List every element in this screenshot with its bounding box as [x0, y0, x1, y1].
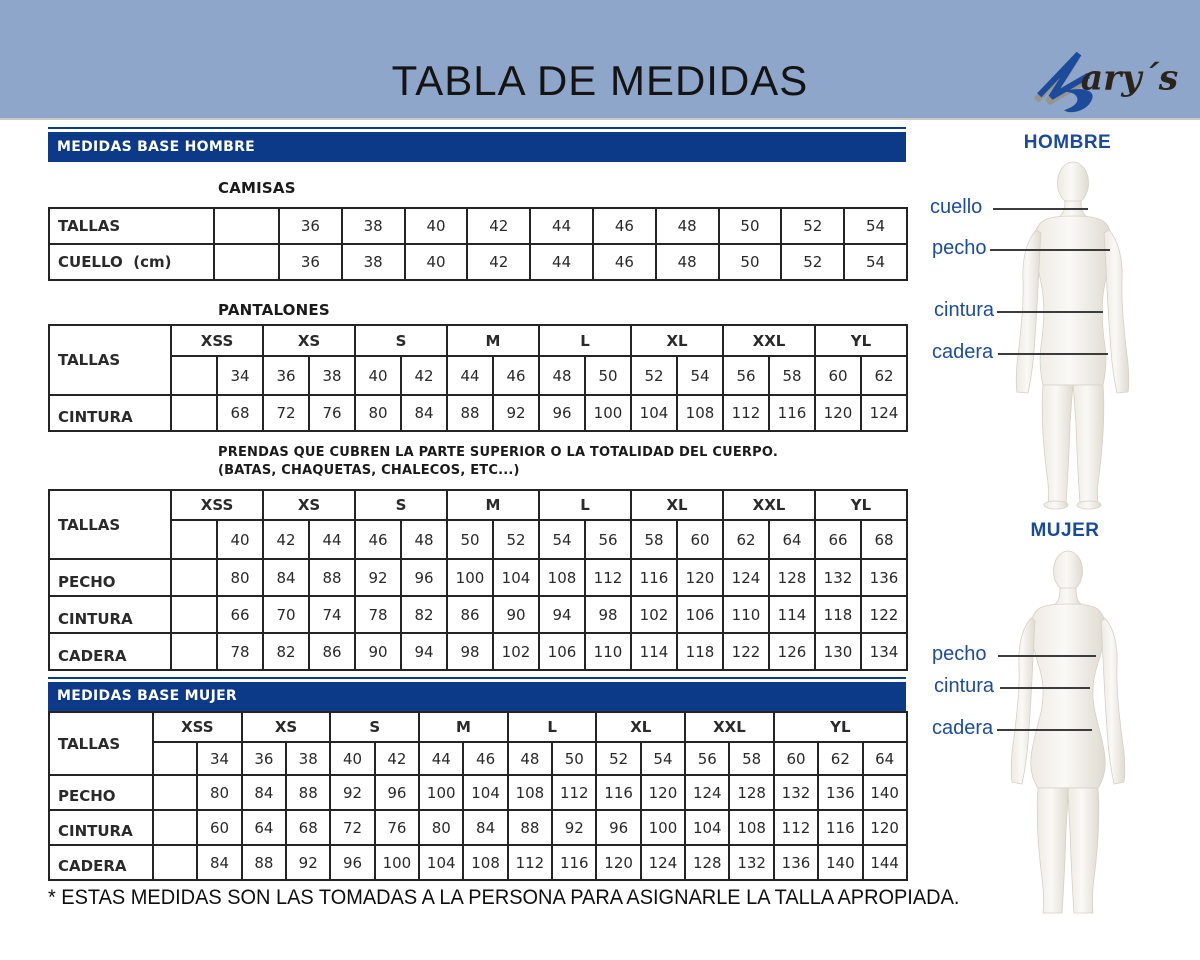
size-cell: 36	[263, 356, 309, 395]
value-cell	[171, 596, 217, 633]
pantalones-heading: PANTALONES	[218, 301, 330, 319]
row-label: CINTURA	[49, 596, 171, 633]
size-cell: 40	[330, 742, 374, 775]
mujer-figure-title: MUJER	[1030, 520, 1100, 541]
value-cell: 122	[723, 633, 769, 670]
size-group-header: S	[330, 712, 419, 742]
value-cell: 120	[815, 395, 861, 431]
hombre-label-cuello: cuello	[930, 196, 983, 218]
value-cell: 106	[677, 596, 723, 633]
value-cell: 124	[723, 559, 769, 596]
size-cell: 58	[729, 742, 773, 775]
value-cell: 144	[863, 845, 907, 880]
value-cell: 100	[375, 845, 419, 880]
value-cell: 48	[656, 244, 719, 280]
spacer-cell	[214, 244, 279, 280]
size-group-header: XS	[242, 712, 331, 742]
camisas-heading: CAMISAS	[218, 179, 296, 197]
size-cell: 42	[263, 520, 309, 559]
value-cell: 82	[401, 596, 447, 633]
size-group-header: YL	[815, 490, 907, 520]
size-cell: 62	[861, 356, 907, 395]
mujer-bar-topline	[48, 677, 906, 679]
value-cell: 136	[774, 845, 818, 880]
value-cell: 104	[493, 559, 539, 596]
value-cell: 108	[729, 810, 773, 845]
size-cell	[171, 520, 217, 559]
mujer-mannequin	[992, 548, 1147, 920]
value-cell: 102	[493, 633, 539, 670]
value-cell: 94	[539, 596, 585, 633]
hombre-section-bar: MEDIDAS BASE HOMBRE	[48, 132, 906, 162]
value-cell: 44	[530, 244, 593, 280]
value-cell: 128	[729, 775, 773, 810]
size-cell: 46	[355, 520, 401, 559]
size-cell: 54	[677, 356, 723, 395]
value-cell: 112	[552, 775, 596, 810]
value-cell: 114	[769, 596, 815, 633]
size-group-header: XXL	[723, 325, 815, 356]
prendas-table	[48, 489, 908, 671]
value-cell: 42	[467, 244, 530, 280]
size-cell: 40	[217, 520, 263, 559]
value-cell	[153, 845, 197, 880]
size-cell: 48	[508, 742, 552, 775]
value-cell: 74	[309, 596, 355, 633]
value-cell: 132	[774, 775, 818, 810]
sizes-row	[49, 520, 907, 559]
row-label: TALLAS	[49, 208, 214, 244]
value-cell: 50	[719, 208, 782, 244]
value-cell: 120	[677, 559, 723, 596]
mujer-cintura-line	[1000, 687, 1090, 689]
value-cell: 88	[242, 845, 286, 880]
table-row	[49, 810, 907, 845]
value-cell: 104	[685, 810, 729, 845]
value-cell: 54	[844, 208, 907, 244]
value-cell: 82	[263, 633, 309, 670]
value-cell: 116	[596, 775, 640, 810]
value-cell: 132	[729, 845, 773, 880]
value-cell: 80	[197, 775, 241, 810]
value-cell: 136	[818, 775, 862, 810]
size-cell: 60	[677, 520, 723, 559]
size-cell: 38	[286, 742, 330, 775]
tallas-label: TALLAS	[49, 490, 171, 559]
size-cell: 56	[585, 520, 631, 559]
value-cell: 88	[447, 395, 493, 431]
value-cell: 124	[685, 775, 729, 810]
value-cell: 92	[330, 775, 374, 810]
group-header-row	[49, 325, 907, 356]
size-cell: 38	[309, 356, 355, 395]
value-cell: 108	[677, 395, 723, 431]
value-cell: 124	[861, 395, 907, 431]
value-cell	[171, 633, 217, 670]
value-cell: 116	[552, 845, 596, 880]
size-cell: 44	[309, 520, 355, 559]
value-cell: 96	[375, 775, 419, 810]
value-cell: 52	[781, 208, 844, 244]
value-cell: 96	[539, 395, 585, 431]
value-cell: 98	[447, 633, 493, 670]
value-cell: 72	[263, 395, 309, 431]
size-cell: 44	[447, 356, 493, 395]
size-cell	[171, 356, 217, 395]
value-cell: 40	[405, 208, 468, 244]
hombre-pecho-line	[990, 249, 1110, 251]
value-cell: 52	[781, 244, 844, 280]
value-cell: 124	[641, 845, 685, 880]
value-cell: 84	[401, 395, 447, 431]
value-cell: 68	[286, 810, 330, 845]
group-header-row	[49, 712, 907, 742]
size-cell: 34	[197, 742, 241, 775]
mujer-label-cadera: cadera	[932, 717, 994, 739]
size-group-header: L	[539, 490, 631, 520]
value-cell: 36	[279, 208, 342, 244]
value-cell: 136	[861, 559, 907, 596]
value-cell: 46	[593, 244, 656, 280]
value-cell: 108	[508, 775, 552, 810]
value-cell: 78	[217, 633, 263, 670]
size-group-header: S	[355, 325, 447, 356]
row-label: PECHO	[49, 775, 153, 810]
size-cell: 66	[815, 520, 861, 559]
size-cell: 34	[217, 356, 263, 395]
value-cell: 80	[217, 559, 263, 596]
value-cell: 134	[861, 633, 907, 670]
size-cell: 44	[419, 742, 463, 775]
value-cell: 78	[355, 596, 401, 633]
value-cell: 120	[863, 810, 907, 845]
hombre-figure-title: HOMBRE	[1023, 132, 1112, 153]
size-group-header: XXL	[685, 712, 774, 742]
value-cell: 84	[242, 775, 286, 810]
value-cell: 46	[593, 208, 656, 244]
value-cell: 110	[723, 596, 769, 633]
value-cell: 104	[419, 845, 463, 880]
size-cell: 54	[641, 742, 685, 775]
size-cell: 40	[355, 356, 401, 395]
size-group-header: XSS	[171, 325, 263, 356]
size-cell: 64	[863, 742, 907, 775]
value-cell: 116	[631, 559, 677, 596]
size-group-header: M	[447, 490, 539, 520]
value-cell: 116	[769, 395, 815, 431]
value-cell: 100	[419, 775, 463, 810]
logo-script-text: ary´s	[1080, 58, 1179, 99]
value-cell: 60	[197, 810, 241, 845]
size-cell: 64	[769, 520, 815, 559]
size-group-header: XL	[596, 712, 685, 742]
size-cell: 62	[818, 742, 862, 775]
value-cell	[171, 395, 217, 431]
hombre-label-cintura: cintura	[934, 299, 995, 321]
value-cell: 106	[539, 633, 585, 670]
value-cell: 84	[197, 845, 241, 880]
size-cell: 48	[401, 520, 447, 559]
value-cell: 80	[355, 395, 401, 431]
footnote: * ESTAS MEDIDAS SON LAS TOMADAS A LA PERSONA PARA ASIGNARLE LA TALLA APROPIADA.	[48, 886, 960, 909]
sizes-row	[49, 356, 907, 395]
hombre-label-cadera: cadera	[932, 341, 994, 363]
value-cell: 80	[419, 810, 463, 845]
hombre-cuello-line	[993, 208, 1088, 210]
size-cell: 48	[539, 356, 585, 395]
value-cell: 96	[596, 810, 640, 845]
size-cell: 46	[493, 356, 539, 395]
size-cell: 42	[375, 742, 419, 775]
value-cell: 120	[641, 775, 685, 810]
value-cell	[153, 810, 197, 845]
value-cell: 112	[774, 810, 818, 845]
value-cell: 118	[677, 633, 723, 670]
hombre-cadera-line	[998, 353, 1108, 355]
mujer-label-pecho: pecho	[932, 643, 987, 665]
size-group-header: L	[508, 712, 597, 742]
value-cell: 92	[552, 810, 596, 845]
table-row	[49, 596, 907, 633]
table-row	[49, 775, 907, 810]
mujer-cadera-line	[997, 729, 1092, 731]
value-cell: 92	[355, 559, 401, 596]
size-group-header: M	[447, 325, 539, 356]
value-cell: 84	[263, 559, 309, 596]
size-group-header: M	[419, 712, 508, 742]
value-cell: 86	[447, 596, 493, 633]
value-cell: 100	[447, 559, 493, 596]
value-cell: 132	[815, 559, 861, 596]
row-label: CINTURA	[49, 810, 153, 845]
value-cell: 118	[815, 596, 861, 633]
mujer-mannequin-body	[1011, 551, 1125, 913]
prendas-heading-line2: (BATAS, CHAQUETAS, CHALECOS, ETC...)	[218, 463, 520, 478]
mujer-pecho-line	[998, 655, 1096, 657]
size-cell: 52	[493, 520, 539, 559]
value-cell: 90	[493, 596, 539, 633]
value-cell: 128	[685, 845, 729, 880]
size-cell: 46	[463, 742, 507, 775]
size-cell: 60	[774, 742, 818, 775]
size-cell: 36	[242, 742, 286, 775]
spacer-cell	[214, 208, 279, 244]
mujer-label-cintura: cintura	[934, 675, 995, 697]
size-cell: 52	[596, 742, 640, 775]
row-label: PECHO	[49, 559, 171, 596]
size-cell: 60	[815, 356, 861, 395]
value-cell: 38	[342, 208, 405, 244]
value-cell: 94	[401, 633, 447, 670]
value-cell: 86	[309, 633, 355, 670]
size-group-header: XXL	[723, 490, 815, 520]
size-cell: 54	[539, 520, 585, 559]
size-group-header: XSS	[171, 490, 263, 520]
value-cell: 40	[405, 244, 468, 280]
size-cell: 56	[723, 356, 769, 395]
prendas-heading-line1: PRENDAS QUE CUBREN LA PARTE SUPERIOR O LA TOTALIDAD DEL CUERPO.	[218, 445, 778, 460]
value-cell: 76	[309, 395, 355, 431]
value-cell: 50	[719, 244, 782, 280]
value-cell: 88	[286, 775, 330, 810]
value-cell: 100	[585, 395, 631, 431]
value-cell: 64	[242, 810, 286, 845]
group-header-row	[49, 490, 907, 520]
table-row	[49, 395, 907, 431]
value-cell: 48	[656, 208, 719, 244]
size-cell: 42	[401, 356, 447, 395]
row-label: CINTURA	[49, 395, 171, 431]
size-cell: 58	[631, 520, 677, 559]
value-cell: 88	[508, 810, 552, 845]
table-row	[49, 559, 907, 596]
hombre-mannequin	[1000, 158, 1145, 510]
camisas-table	[48, 207, 908, 281]
size-cell: 50	[552, 742, 596, 775]
value-cell: 114	[631, 633, 677, 670]
pantalones-table	[48, 324, 908, 432]
row-label: CADERA	[49, 633, 171, 670]
hombre-label-pecho: pecho	[932, 237, 987, 259]
page-header	[0, 0, 1200, 120]
tallas-label: TALLAS	[49, 712, 153, 775]
value-cell: 104	[463, 775, 507, 810]
value-cell: 76	[375, 810, 419, 845]
value-cell: 90	[355, 633, 401, 670]
value-cell: 38	[342, 244, 405, 280]
value-cell: 108	[539, 559, 585, 596]
value-cell: 66	[217, 596, 263, 633]
prendas-heading	[218, 444, 778, 480]
value-cell: 108	[463, 845, 507, 880]
value-cell: 112	[723, 395, 769, 431]
hombre-bar-topline	[48, 127, 906, 129]
value-cell: 130	[815, 633, 861, 670]
size-group-header: YL	[774, 712, 907, 742]
size-cell: 62	[723, 520, 769, 559]
value-cell: 70	[263, 596, 309, 633]
table-row	[49, 633, 907, 670]
row-label: CUELLO (cm)	[49, 244, 214, 280]
size-group-header: XSS	[153, 712, 242, 742]
value-cell: 122	[861, 596, 907, 633]
row-label: CADERA	[49, 845, 153, 880]
value-cell	[153, 775, 197, 810]
value-cell: 140	[818, 845, 862, 880]
size-cell: 58	[769, 356, 815, 395]
size-cell: 56	[685, 742, 729, 775]
value-cell: 112	[585, 559, 631, 596]
value-cell: 100	[641, 810, 685, 845]
table-row	[49, 244, 907, 280]
hombre-mannequin-body	[1016, 162, 1129, 509]
value-cell: 72	[330, 810, 374, 845]
garys-logo	[1022, 32, 1187, 116]
value-cell: 120	[596, 845, 640, 880]
size-cell: 50	[585, 356, 631, 395]
size-group-header: XS	[263, 325, 355, 356]
value-cell: 112	[508, 845, 552, 880]
value-cell: 140	[863, 775, 907, 810]
value-cell: 92	[493, 395, 539, 431]
tallas-label: TALLAS	[49, 325, 171, 395]
size-cell: 68	[861, 520, 907, 559]
value-cell: 68	[217, 395, 263, 431]
value-cell: 96	[330, 845, 374, 880]
value-cell: 98	[585, 596, 631, 633]
value-cell: 128	[769, 559, 815, 596]
mujer-table	[48, 711, 908, 881]
page-title: TABLA DE MEDIDAS	[391, 57, 809, 104]
size-group-header: L	[539, 325, 631, 356]
size-group-header: XL	[631, 490, 723, 520]
value-cell: 110	[585, 633, 631, 670]
value-cell: 84	[463, 810, 507, 845]
sizes-row	[49, 742, 907, 775]
value-cell: 54	[844, 244, 907, 280]
value-cell: 36	[279, 244, 342, 280]
value-cell: 88	[309, 559, 355, 596]
size-cell: 50	[447, 520, 493, 559]
value-cell: 116	[818, 810, 862, 845]
table-row	[49, 208, 907, 244]
size-group-header: XL	[631, 325, 723, 356]
value-cell: 42	[467, 208, 530, 244]
value-cell: 126	[769, 633, 815, 670]
value-cell: 104	[631, 395, 677, 431]
mujer-section-bar: MEDIDAS BASE MUJER	[48, 682, 906, 711]
value-cell: 44	[530, 208, 593, 244]
value-cell: 92	[286, 845, 330, 880]
size-cell	[153, 742, 197, 775]
size-group-header: S	[355, 490, 447, 520]
hombre-cintura-line	[997, 311, 1103, 313]
table-row	[49, 845, 907, 880]
size-group-header: XS	[263, 490, 355, 520]
size-group-header: YL	[815, 325, 907, 356]
value-cell: 102	[631, 596, 677, 633]
size-cell: 52	[631, 356, 677, 395]
value-cell	[171, 559, 217, 596]
value-cell: 96	[401, 559, 447, 596]
